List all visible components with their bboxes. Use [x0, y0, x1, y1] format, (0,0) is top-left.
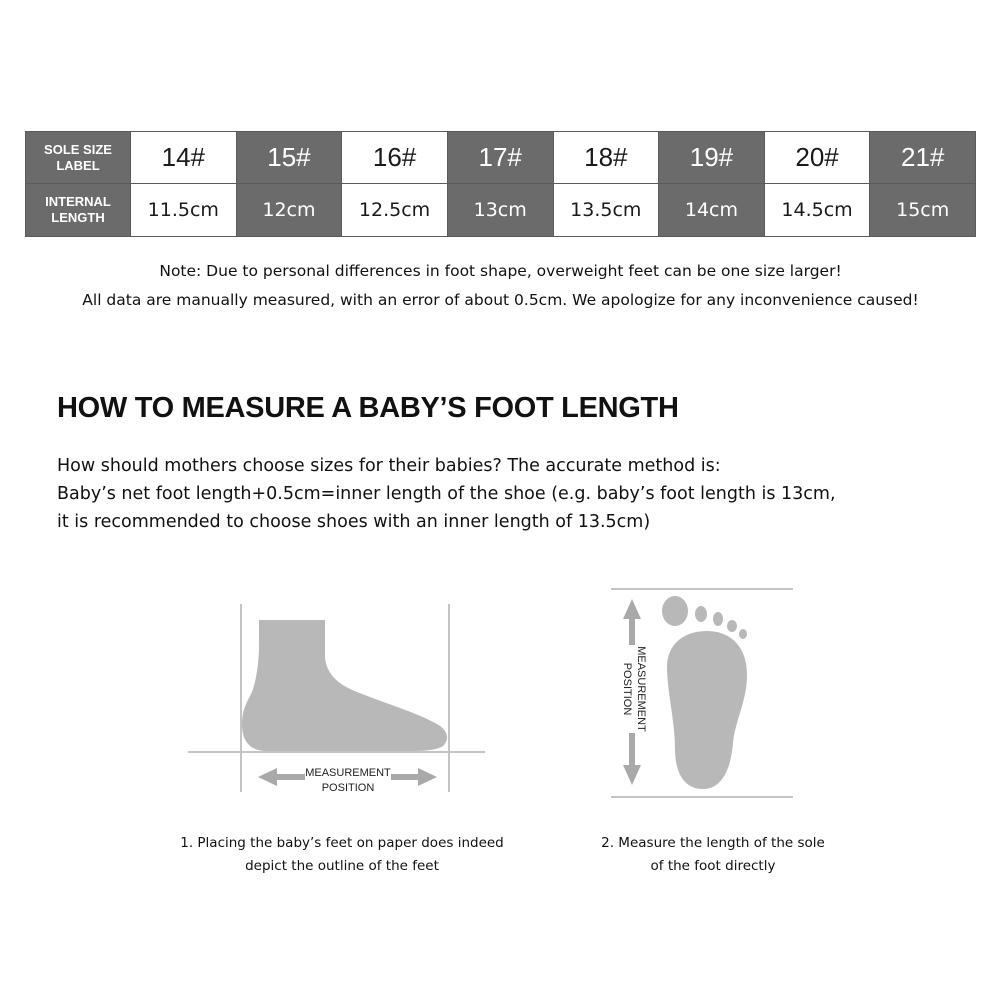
measurement-label-line: POSITION [321, 782, 375, 794]
measurement-label-line: POSITION [621, 662, 633, 716]
foot-side-view-icon [185, 600, 490, 800]
size-label-cell: 15# [236, 132, 342, 184]
foot-sole-icon [605, 583, 800, 803]
caption-line: depict the outline of the feet [245, 858, 439, 874]
intro-paragraph [57, 452, 836, 536]
sole-view-figure [605, 583, 800, 803]
size-label-cell: 20# [764, 132, 870, 184]
measurement-label-line: MEASUREMENT [635, 646, 647, 732]
caption-line: of the foot directly [650, 858, 776, 874]
intro-line: it is recommended to choose shoes with an inner length of 13.5cm) [57, 512, 651, 532]
internal-length-cell: 13.5cm [553, 184, 659, 237]
internal-length-cell: 14cm [659, 184, 765, 237]
internal-length-cell: 13cm [447, 184, 553, 237]
size-chart-table [25, 131, 976, 237]
note-line: All data are manually measured, with an error of about 0.5cm. We apologize for any inconvenience caused! [82, 291, 919, 309]
size-label-cell: 21# [870, 132, 976, 184]
internal-length-cell: 12cm [236, 184, 342, 237]
size-label-cell: 16# [342, 132, 448, 184]
internal-length-cell: 12.5cm [342, 184, 448, 237]
note-line: Note: Due to personal differences in foot shape, overweight feet can be one size larger! [159, 262, 842, 280]
intro-line: Baby’s net foot length+0.5cm=inner length of the shoe (e.g. baby’s foot length is 13cm, [57, 484, 836, 504]
foot-silhouette [242, 620, 447, 751]
measurement-notes [0, 257, 1001, 315]
caption-line: 2. Measure the length of the sole [601, 835, 825, 851]
internal-length-cell: 11.5cm [131, 184, 237, 237]
internal-length-header: INTERNAL LENGTH [26, 184, 131, 237]
sole-silhouette [667, 631, 747, 789]
side-view-figure [185, 600, 490, 800]
measurement-label-line: MEASUREMENT [305, 767, 391, 779]
size-label-cell: 19# [659, 132, 765, 184]
internal-length-row [26, 184, 976, 237]
internal-length-cell: 14.5cm [764, 184, 870, 237]
sole-size-label-row [26, 132, 976, 184]
size-label-cell: 14# [131, 132, 237, 184]
sole-view-caption [553, 832, 873, 878]
size-label-cell: 18# [553, 132, 659, 184]
size-label-cell: 17# [447, 132, 553, 184]
side-view-caption [162, 832, 522, 878]
section-heading: HOW TO MEASURE A BABY’S FOOT LENGTH [57, 392, 679, 424]
internal-length-cell: 15cm [870, 184, 976, 237]
intro-line: How should mothers choose sizes for their babies? The accurate method is: [57, 456, 721, 476]
sole-size-label-header: SOLE SIZE LABEL [26, 132, 131, 184]
caption-line: 1. Placing the baby’s feet on paper does indeed [180, 835, 504, 851]
